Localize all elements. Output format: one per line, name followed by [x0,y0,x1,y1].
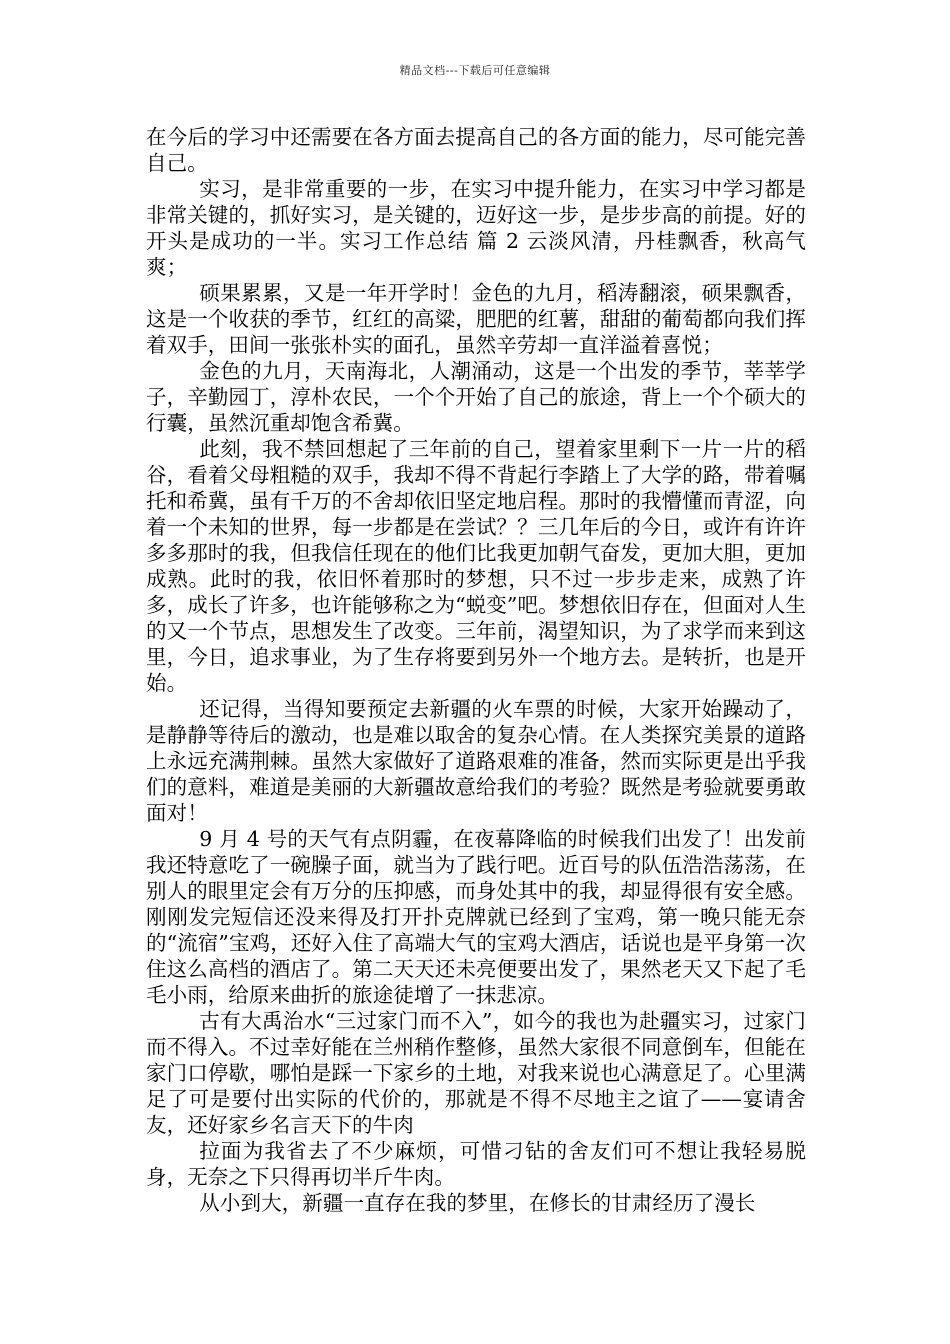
paragraph-1: 在今后的学习中还需要在各方面去提高自己的各方面的能力，尽可能完善自己。 [146,125,806,175]
paragraph-8: 古有大禹治水“三过家门而不入”，如今的我也为赴疆实习，过家门而不得入。不过幸好能在兰州稍作整修，虽然大家很不同意倒车，但能在家门口停歇，哪怕是踩一下家乡的土地，对我来说也心满意足了。心里满足了可是要付出实际的代价的，那就是不得不尽地主之谊了——宴请舍友，还好家乡名言天下的牛肉 [146,1009,806,1137]
paragraph-4: 金色的九月，天南海北，人潮涌动，这是一个出发的季节，莘莘学子，辛勤园丁，淳朴农民，一个个开始了自己的旅途，背上一个个硕大的行囊，虽然沉重却饱含希冀。 [146,359,806,435]
paragraph-3: 硕果累累，又是一年开学时！金色的九月，稻涛翻滚，硕果飘香，这是一个收获的季节，红红的高粱，肥肥的红薯，甜甜的葡萄都向我们挥着双手，田间一张张朴实的面孔，虽然辛劳却一直洋溢着喜悦； [146,281,806,357]
paragraph-7: 9 月 4 号的天气有点阴霾，在夜幕降临的时候我们出发了！出发前我还特意吃了一碗臊子面，就当为了践行吧。近百号的队伍浩浩荡荡，在别人的眼里定会有万分的压抑感，而身处其中的我，却显得很有安全感。刚刚发完短信还没来得及打开扑克牌就已经到了宝鸡，第一晚只能无奈的“流宿”宝鸡，还好入住了高端大气的宝鸡大酒店，话说也是平身第一次住这么高档的酒店了。第二天天还未亮便要出发了，果然老天又下起了毛毛小雨，给原来曲折的旅途徒增了一抹悲凉。 [146,827,806,1007]
document-body [146,124,806,1216]
paragraph-6: 还记得，当得知要预定去新疆的火车票的时候，大家开始躁动了，是静静等待后的激动，也是难以取舍的复杂心情。在人类探究美景的道路上永远充满荆棘。虽然大家做好了道路艰难的准备，然而实际更是出乎我们的意料，难道是美丽的大新疆故意给我们的考验？既然是考验就要勇敢面对！ [146,697,806,825]
paragraph-10: 从小到大，新疆一直存在我的梦里，在修长的甘肃经历了漫长 [199,1191,756,1215]
paragraph-9: 拉面为我省去了不少麻烦，可惜刁钻的舍友们可不想让我轻易脱身，无奈之下只得再切半斤牛肉。 [146,1139,806,1189]
paragraph-2: 实习，是非常重要的一步，在实习中提升能力，在实习中学习都是非常关键的，抓好实习，是关键的，迈好这一步，是步步高的前提。好的开头是成功的一半。实习工作总结 篇 2 云淡风清，丹桂飘香，秋高气爽； [146,177,806,279]
page-header: 精品文档---下载后可任意编辑 [399,64,551,77]
paragraph-5: 此刻，我不禁回想起了三年前的自己，望着家里剩下一片一片的稻谷，看着父母粗糙的双手，我却不得不背起行李踏上了大学的路，带着嘱托和希冀，虽有千万的不舍却依旧坚定地启程。那时的我懵懂而青涩，向着一个未知的世界，每一步都是在尝试？？三几年后的今日，或许有许许多多那时的我，但我信任现在的他们比我更加朝气奋发，更加大胆，更加成熟。此时的我，依旧怀着那时的梦想，只不过一步步走来，成熟了许多，成长了许多，也许能够称之为“蜕变”吧。梦想依旧存在，但面对人生的又一个节点，思想发生了改变。三年前，渴望知识，为了求学而来到这里，今日，追求事业，为了生存将要到另外一个地方去。是转折，也是开始。 [146,437,806,695]
